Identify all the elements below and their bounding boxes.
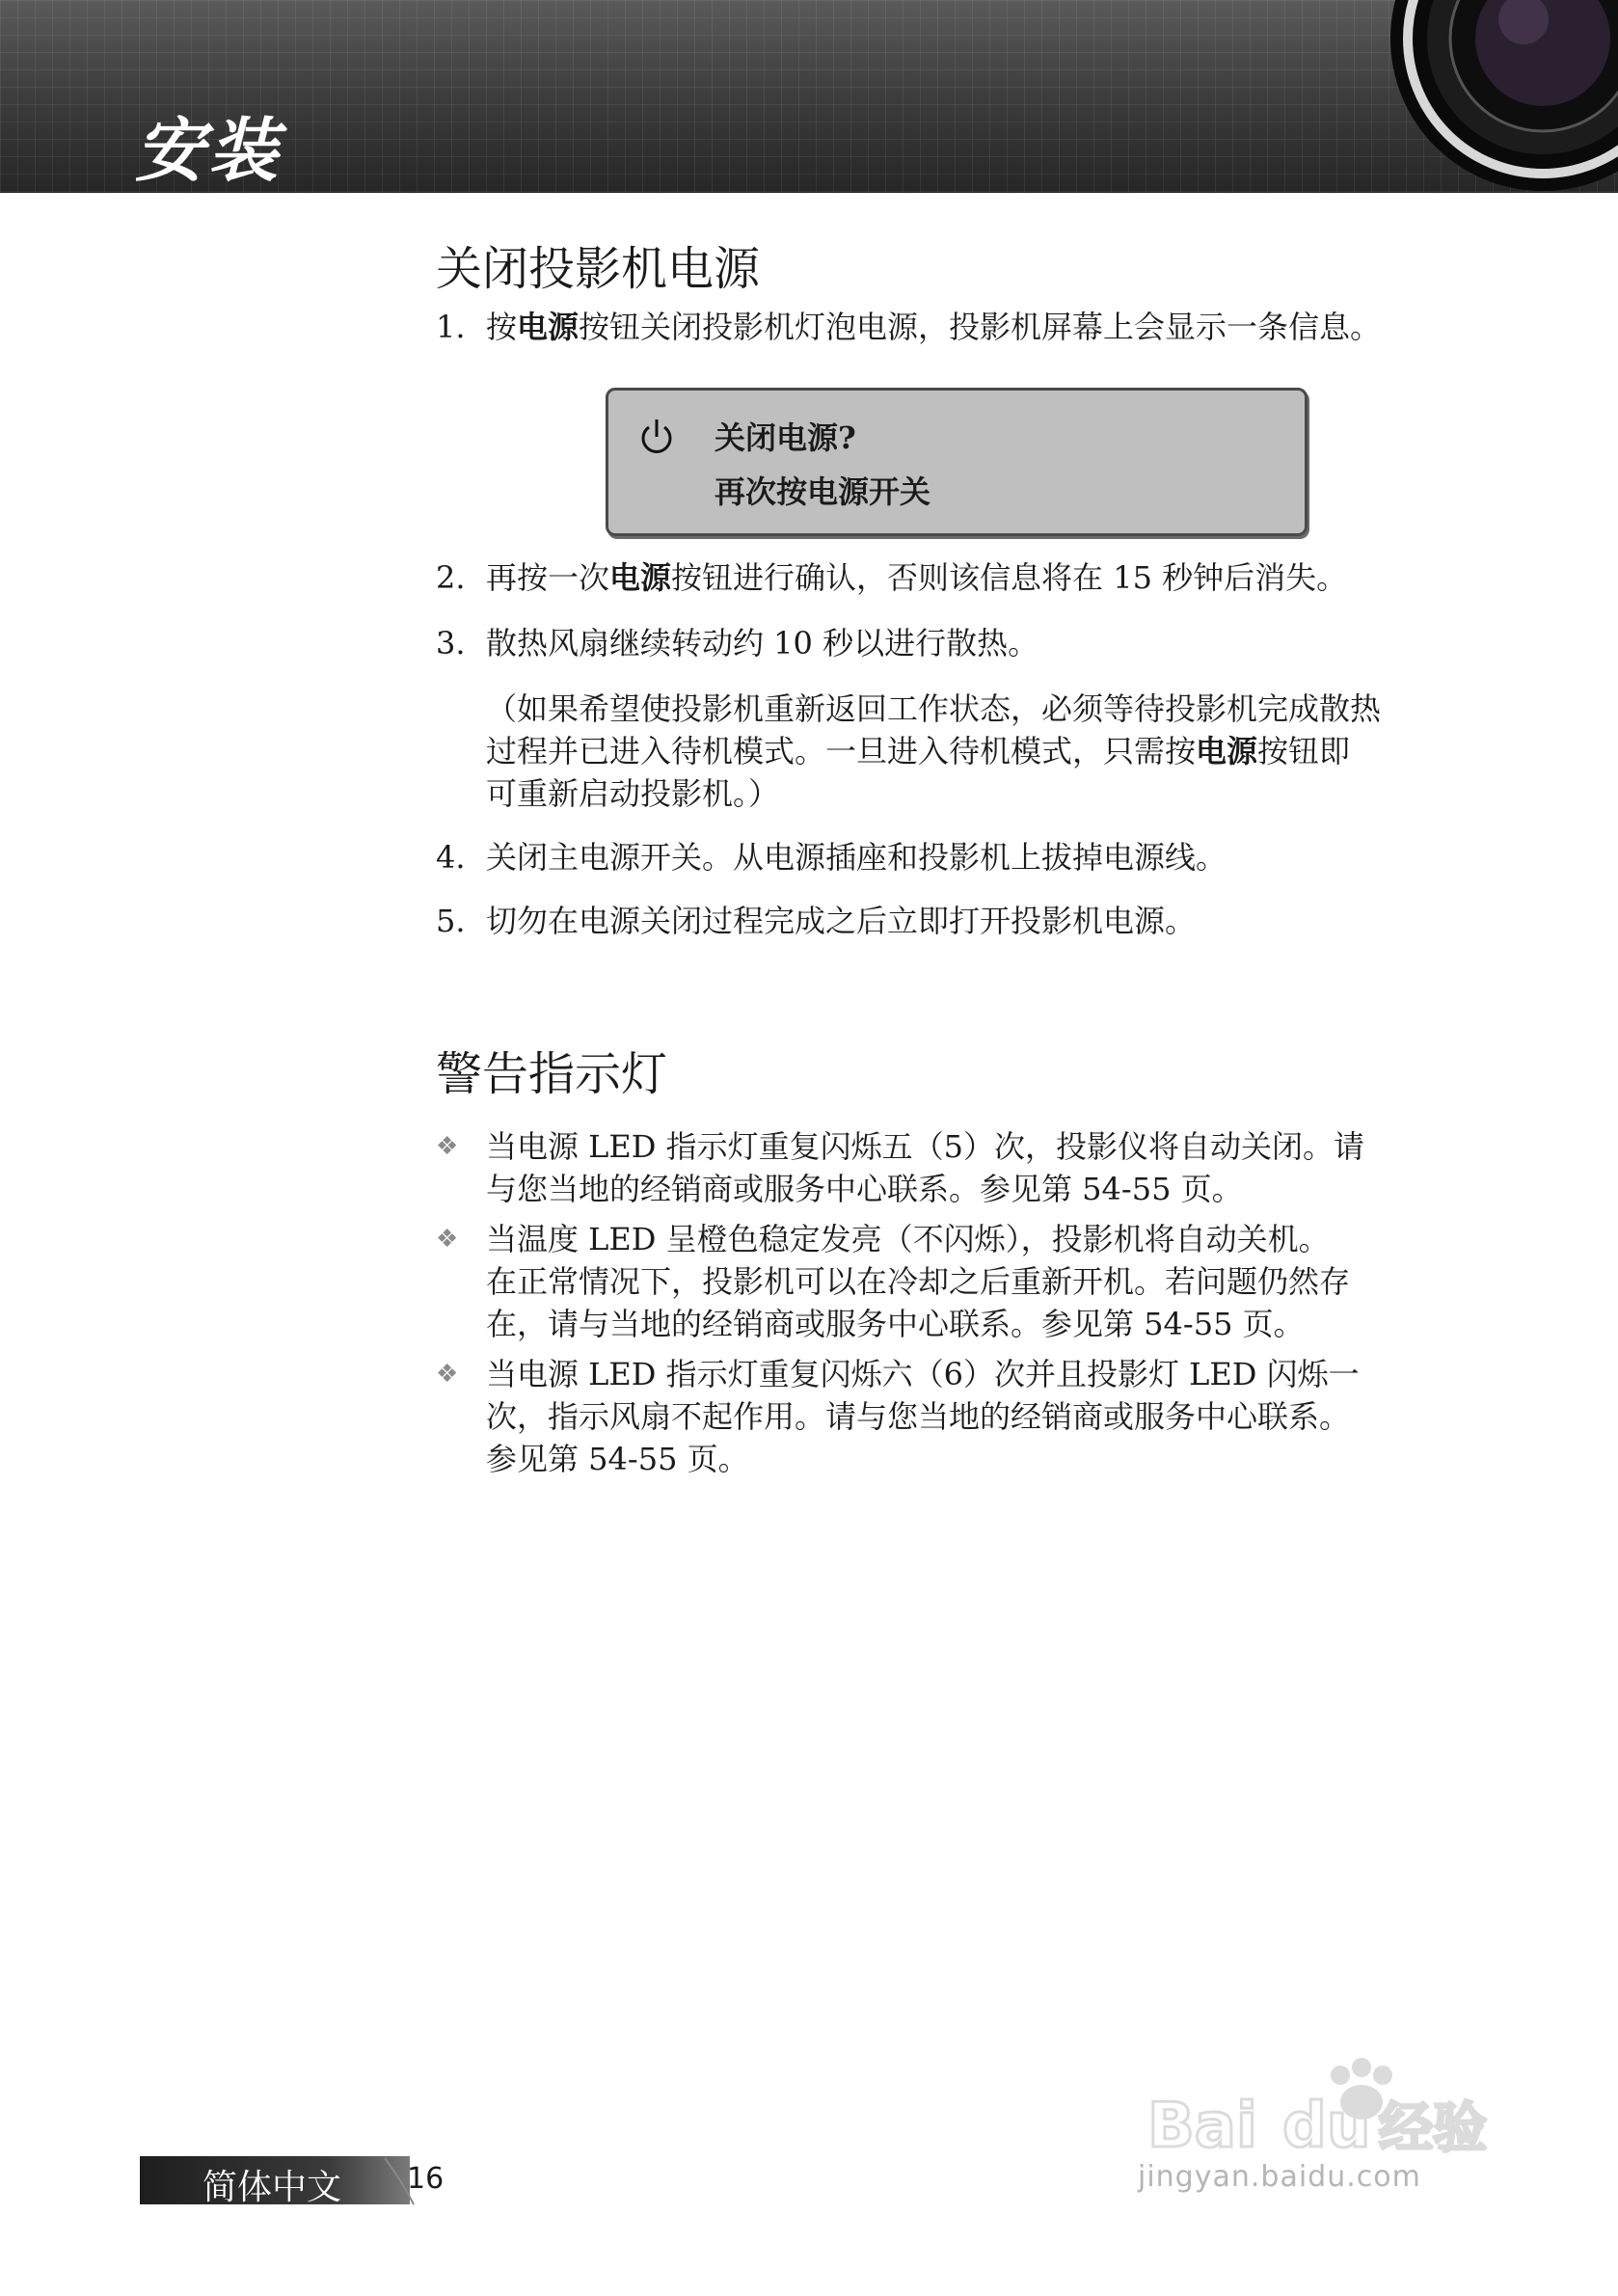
step-text: 再按一次: [486, 559, 610, 596]
keyword-power: 电源: [517, 309, 580, 345]
message-line-1: 关闭电源?: [715, 419, 856, 456]
note-line-3: 可重新启动投影机。）: [486, 775, 780, 812]
step-number: 2.: [436, 559, 466, 596]
power-icon: [637, 418, 676, 456]
warning-1-line-1: 当电源 LED 指示灯重复闪烁五（5）次，投影仪将自动关闭。请: [486, 1128, 1364, 1165]
bullet-icon: ❖: [436, 1132, 459, 1161]
warning-1-line-2: 与您当地的经销商或服务中心联系。参见第 54-55 页。: [486, 1171, 1243, 1207]
step-2: [436, 555, 1477, 600]
svg-text:Bai: Bai: [1147, 2091, 1257, 2162]
warning-3-line-2: 次，指示风扇不起作用。请与您当地的经销商或服务中心联系。: [486, 1398, 1351, 1435]
bullet-icon: ❖: [436, 1360, 459, 1389]
step-text: 切勿在电源关闭过程完成之后立即打开投影机电源。: [486, 903, 1197, 939]
keyword-power: 电源: [1196, 733, 1258, 770]
page-number: 16: [407, 2162, 445, 2196]
step-text: 按钮关闭投影机灯泡电源，投影机屏幕上会显示一条信息。: [579, 309, 1382, 345]
warning-2-line-3: 在，请与当地的经销商或服务中心联系。参见第 54-55 页。: [486, 1306, 1305, 1342]
warning-2-line-1: 当温度 LED 呈橙色稳定发亮（不闪烁），投影机将自动关机。: [486, 1221, 1330, 1257]
step-3: [436, 621, 1477, 665]
step-text: 散热风扇继续转动约 10 秒以进行散热。: [486, 625, 1039, 662]
keyword-power: 电源: [609, 559, 672, 596]
step-4: [436, 835, 1477, 879]
note-line-2: [486, 729, 1479, 773]
svg-text:经验: 经验: [1379, 2097, 1487, 2160]
section-title-power-off: 关闭投影机电源: [436, 242, 761, 296]
step-text: 按钮进行确认，否则该信息将在 15 秒钟后消失。: [671, 559, 1348, 596]
step-number: 5.: [436, 903, 466, 939]
step-5: [436, 899, 1477, 943]
note-line-1: （如果希望使投影机重新返回工作状态，必须等待投影机完成散热: [486, 690, 1382, 727]
step-number: 1.: [436, 309, 466, 345]
step-text: 关闭主电源开关。从电源插座和投影机上拔掉电源线。: [486, 839, 1227, 876]
power-off-message-box: [606, 388, 1308, 536]
step-number: 3.: [436, 625, 466, 662]
page-header-title: 安装: [135, 110, 283, 191]
message-line-2: 再次按电源开关: [715, 473, 931, 510]
step-1: [436, 305, 1477, 349]
svg-text:du: du: [1282, 2091, 1371, 2162]
note-text: 按钮即: [1257, 733, 1351, 770]
warning-3-line-1: 当电源 LED 指示灯重复闪烁六（6）次并且投影灯 LED 闪烁一: [486, 1356, 1360, 1392]
bullet-icon: ❖: [436, 1225, 459, 1254]
footer-language-label: 简体中文: [202, 2168, 342, 2207]
step-number: 4.: [436, 839, 466, 876]
baidu-jingyan-watermark-logo: [1138, 2054, 1543, 2228]
step-text: 按: [486, 309, 518, 345]
watermark-url: jingyan.baidu.com: [1138, 2160, 1421, 2194]
header-banner: [0, 0, 1618, 193]
projector-lens-graphic: [1389, 0, 1618, 193]
warning-2-line-2: 在正常情况下，投影机可以在冷却之后重新开机。若问题仍然存: [486, 1263, 1351, 1300]
section-title-warning-indicators: 警告指示灯: [436, 1047, 668, 1101]
note-text: 过程并已进入待机模式。一旦进入待机模式，只需按: [486, 733, 1197, 770]
warning-3-line-3: 参见第 54-55 页。: [486, 1441, 749, 1477]
